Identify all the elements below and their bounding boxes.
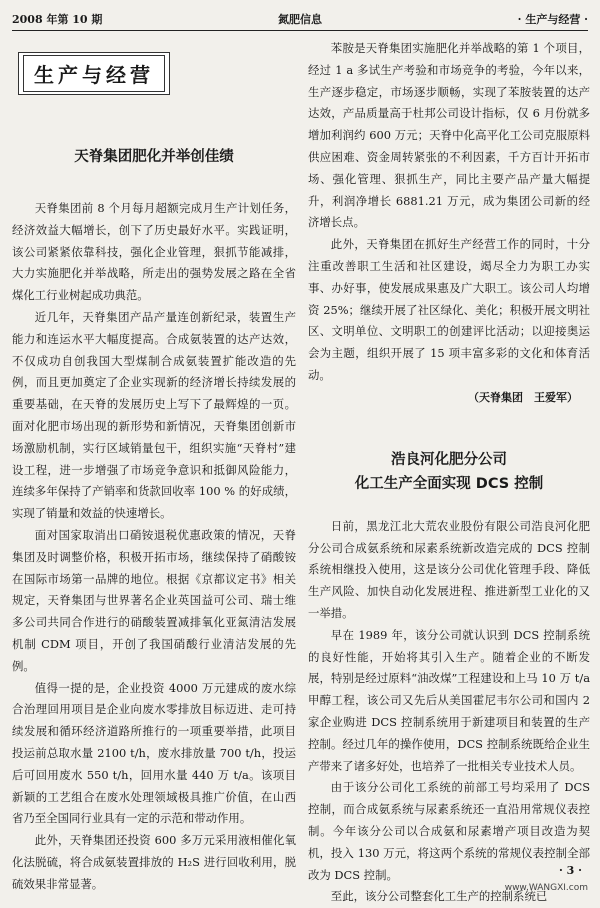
article2-paragraph: 日前，黑龙江北大荒农业股份有限公司浩良河化肥分公司合成氨系统和尿素系统新改造完成的 DCS 控制系统相继投入使用，这是该分公司优化管理手段、降低生产风险、加快自动化发展进程、推进新型工业化的又一举措。 <box>308 518 590 620</box>
article1-paragraph: 此外，天脊集团在抓好生产经营工作的同时，十分注重改善职工生活和社区建设，竭尽全力为职工办实事、办好事，使发展成果惠及广大职工。该公司人均增资 25%；继续开展了社区绿化、美化；积极开展文明社区、文明单位、文明职工的创建评比活动；以迎接奥运会为主题，组织开展了 15 项丰富多彩的文化和体育活动。 <box>308 237 590 382</box>
journal-name: 氮肥信息 <box>278 13 322 26</box>
article1-paragraph: 值得一提的是，企业投资 4000 万元建成的废水综合治理回用项目是企业向废水零排放目标迈进、走可持续发展和循环经济道路所推行的一项重要举措，此项目投运前总取水量 2100 t/h，废水排放量 700 t/h，投运后可回用废水 550 t/h，回用水量 440 万 t/a。该项目新颖的工艺组合在废水处理领域极具推广价值，在山西省乃至全国同行业具有一定的示范和带动作用。 <box>12 680 296 826</box>
article2-paragraph: 由于该分公司化工系统的前部工号均采用了 DCS 控制，而合成氨系统与尿素系统还一直沿用常规仪表控制。今年该分公司以合成氨和尿素增产项目改造为契机，投入 130 万元，将这两个系统的常规仪表控制全部改为 DCS 控制。 <box>308 780 590 882</box>
article1-paragraph: 苯胺是天脊集团实施肥化并举战略的第 1 个项目，经过 1 a 多试生产考验和市场竞争的考验，今年以来，生产逐步稳定，市场逐步顺畅，实现了苯胺装置的达产达效，产品质量高于杜邦公司设计指标，仅 6 月份就多增加利润约 600 万元；天脊中化高平化工公司克服原料供应困难、资金周转紧张的不利因素，千方百计开拓市场、强化管理、狠抓生产，同比主要产品产量大幅提升，利润净增长 6881.21 万元，成为集团公司新的经济增长点。 <box>308 41 590 230</box>
article2-paragraph: 早在 1989 年，该分公司就认识到 DCS 控制系统的良好性能，开始将其引入生产。随着企业的不断发展，特别是经过原料“油改煤”工程建设和上马 10 万 t/a 甲醇工程，该公司又先后从美国霍尼韦尔公司和国内 2 家企业购进 DCS 控制系统用于新建项目和装置的生产控制。经过几年的操作使用，DCS 控制系统既给企业生产带来了诸多好处，也培养了一批相关专业技术人员。 <box>308 627 590 773</box>
article2-title-line2: 化工生产全面实现 DCS 控制 <box>354 475 544 492</box>
article2-title <box>308 448 590 496</box>
article1-paragraph: 近几年，天脊集团产品产量连创新纪录，装置生产能力和连运水平大幅度提高。合成氨装置的达产达效，不仅成功自创我国大型煤制合成氨装置扩能改造的先例，而且更加奠定了企业实现新的经济增长持续发展的重要基础，在天脊的发展历史上写下了最辉煌的一页。面对化肥市场出现的新形势和新情况，天脊集团创新市场激励机制，实行区域销量包干，组织实施“天脊村”建设工程，进一步增强了市场竞争意识和抵御风险能力，连续多年保持了产销率和货款回收率 100 % 的好成绩，实现了销量和效益的快速增长。 <box>12 309 296 521</box>
article1-title: 天脊集团肥化并举创佳绩 <box>74 149 234 165</box>
column-label: · 生产与经营 · <box>517 13 588 26</box>
article1-paragraph: 天脊集团前 8 个月每月超额完成月生产计划任务，经济效益大幅增长，创下了历史最好水平。实践证明，该公司紧紧依靠科技，强化企业管理，狠抓节能减排，大力实施肥化并举战略，所走出的强势发展之路在全省煤化工行业树起成功典范。 <box>12 201 296 303</box>
issue-label: 2008 年第 10 期 <box>12 13 103 26</box>
page-number: · 3 · <box>559 864 582 877</box>
left-column <box>12 38 296 891</box>
article1-paragraph: 此外，天脊集团还投资 600 多万元采用液相催化氧化法脱硫，将合成氨装置排放的 H₂S 进行回收利用，脱硫效果非常显著。 <box>12 833 296 891</box>
page-header <box>12 8 588 31</box>
article1-byline: （天脊集团 王爱军） <box>468 390 578 404</box>
article2-paragraph: 至此，该分公司整套化工生产的控制系统已 <box>330 889 548 904</box>
section-label: 生产与经营 <box>23 55 165 92</box>
article1-paragraph: 面对国家取消出口硝铵退税优惠政策的情况，天脊集团及时调整价格，积极开拓市场，继续保持了硝酸铵在国际市场第一品牌的地位。根据《京都议定书》相关规定，天脊集团与世界著名企业英国益可公司、瑞士维多公司共同合作进行的硝酸装置减排氧化亚氮清洁发展机制 CDM 项目，开创了我国硝酸行业清洁发展的先例。 <box>12 527 296 673</box>
article2-title-line1: 浩良河化肥分公司 <box>391 451 507 468</box>
section-badge <box>18 52 170 95</box>
watermark-text: www.WANGXI.com <box>504 883 588 893</box>
